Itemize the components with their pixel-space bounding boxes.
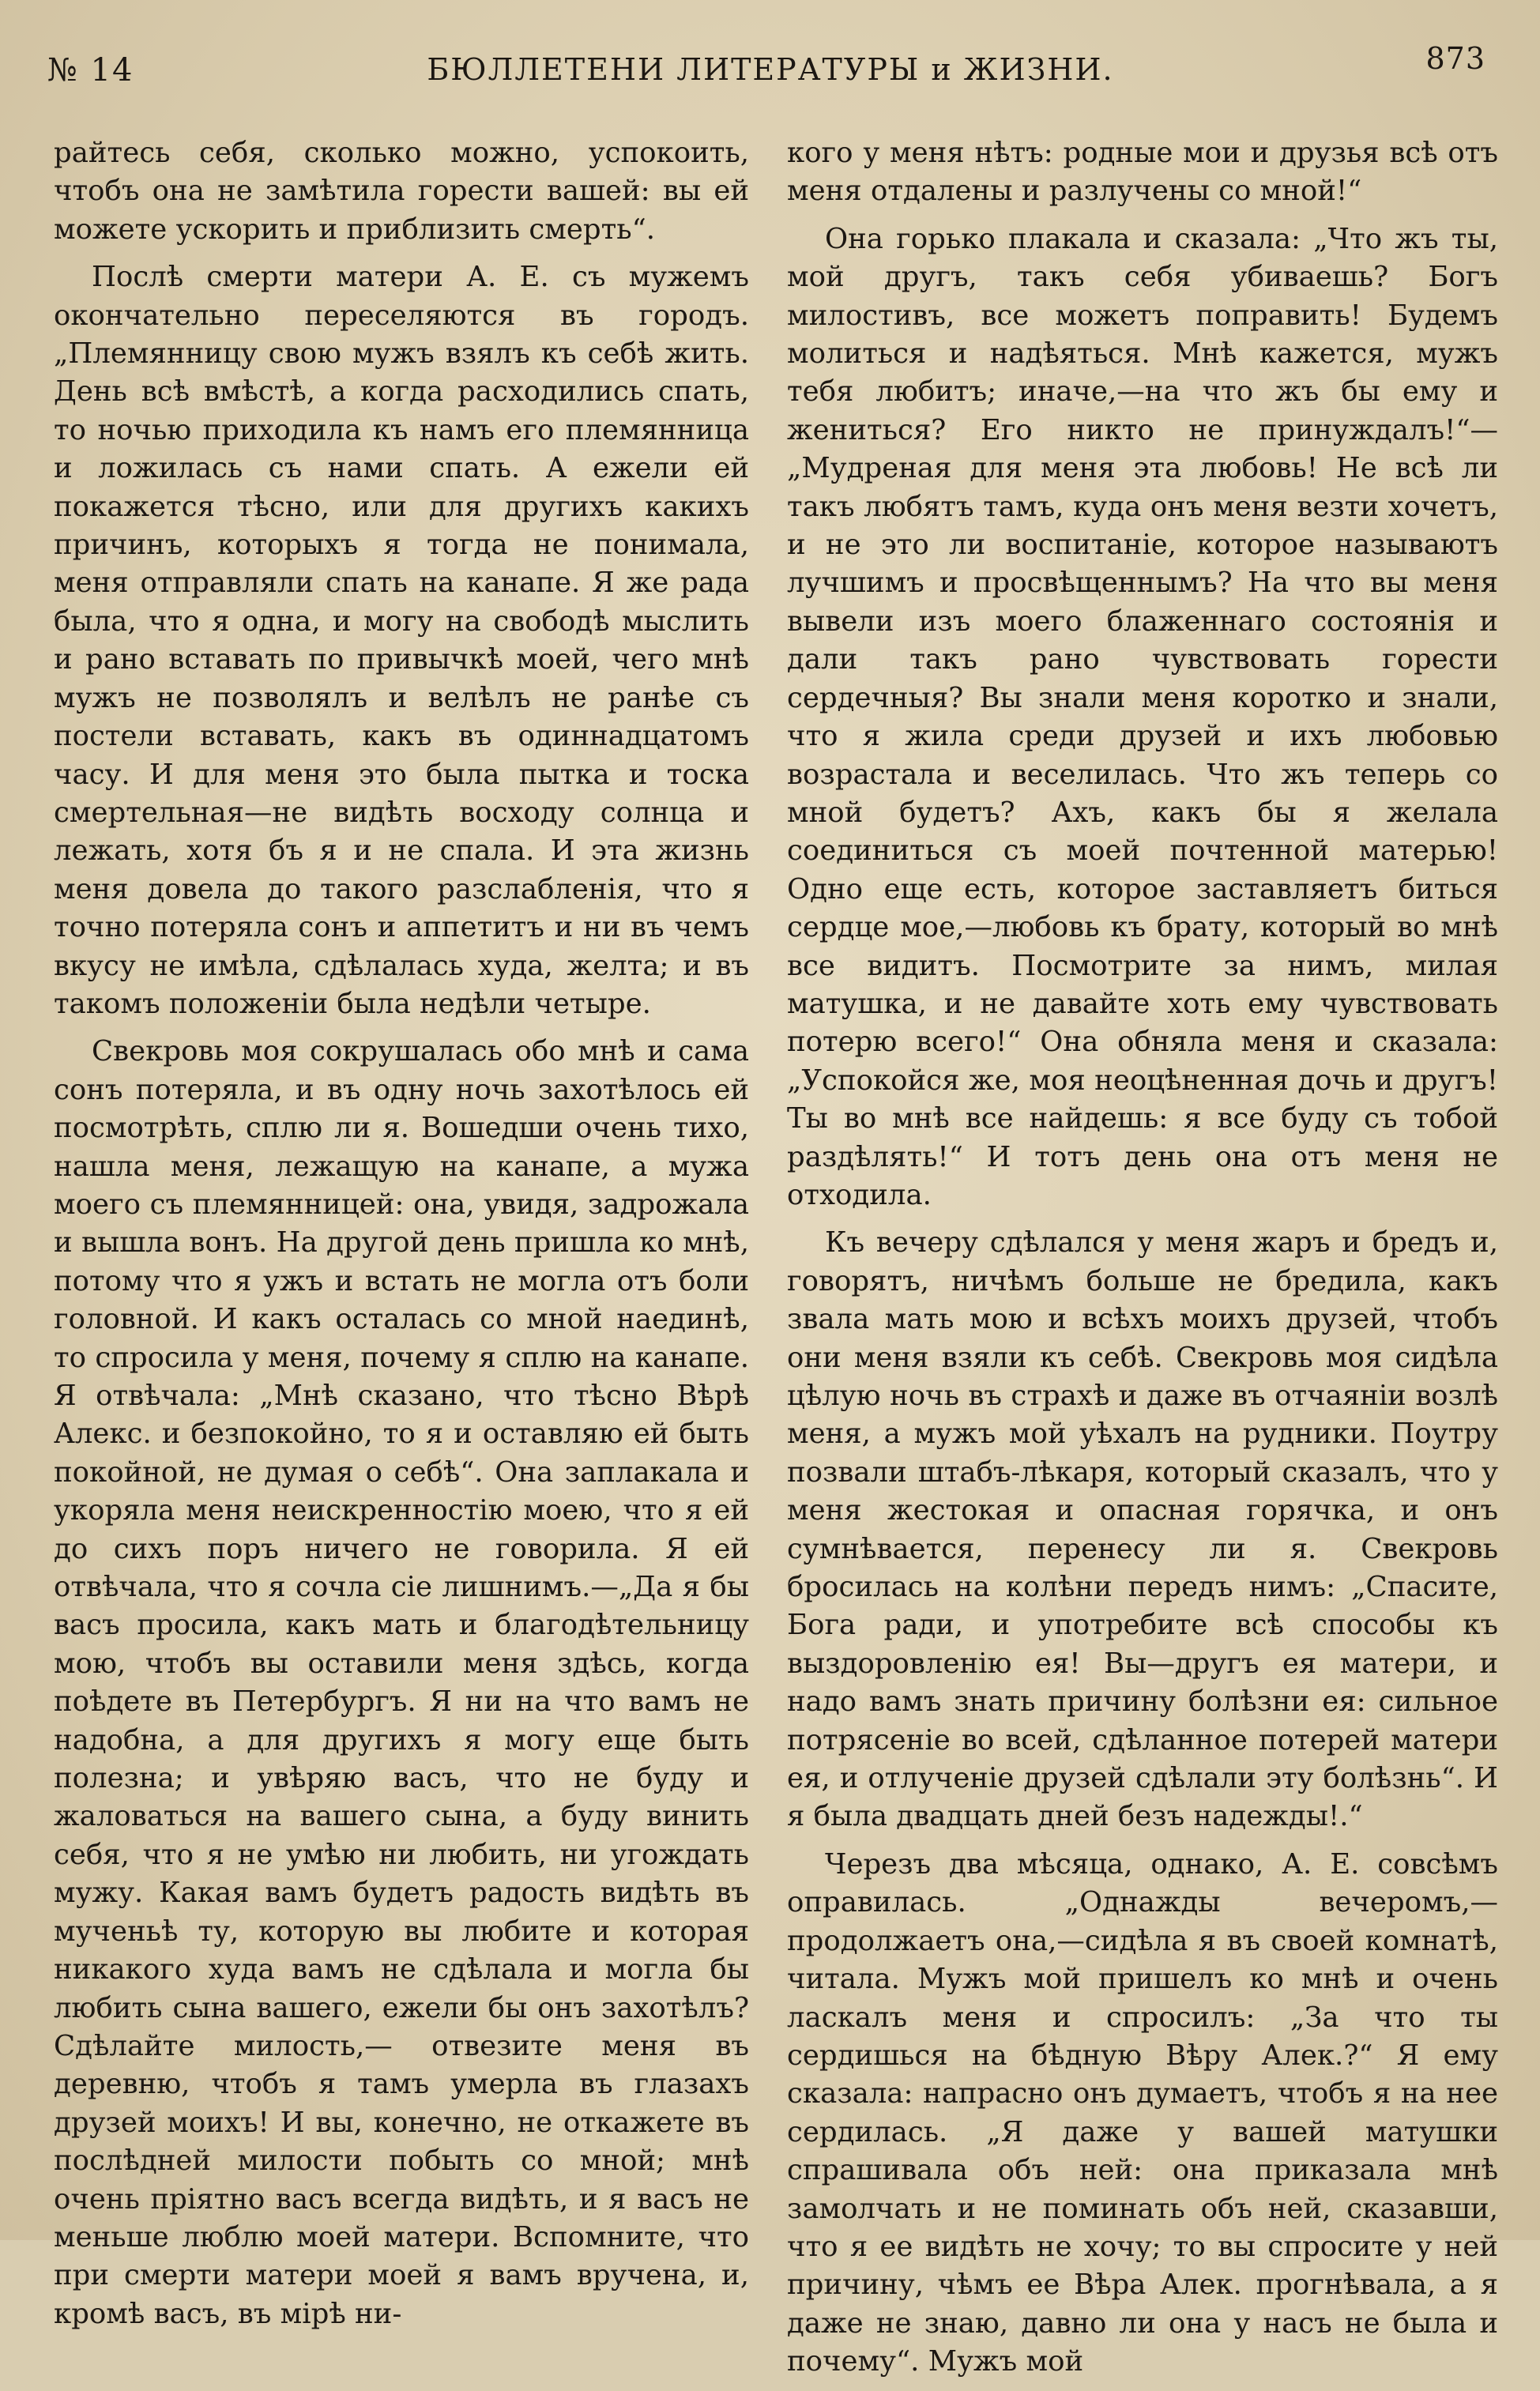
paragraph: Къ вечеру сдѣлался у меня жаръ и бредъ и, говорятъ, ничѣмъ больше не бредила, какъ звала мать мою и всѣхъ моихъ друзей, чтобъ они меня взяли къ себѣ. Свекровь моя сидѣла цѣлую ночь въ страхѣ и даже въ отчаяніи возлѣ меня, а мужъ мой уѣхалъ на рудники. Поутру позвали штабъ-лѣкаря, который сказалъ, что у меня жестокая и опасная горячка, и онъ сумнѣвается, перенесу ли я. Свекровь бросилась на колѣни передъ нимъ: „Спасите, Бога ради, и употребите всѣ способы къ выздоровленію ея! Вы—другъ ея матери, и надо вамъ знать причину болѣзни ея: сильное потрясеніе во всей, сдѣланное потерей матери ея, и отлученіе друзей сдѣлали эту болѣзнь“. И я была двадцать дней безъ надежды!.“ <box>787 1226 1498 1833</box>
right-column <box>787 134 1498 2391</box>
paragraph: Она горько плакала и сказала: „Что жъ ты, мой другъ, такъ себя убиваешь? Богъ милостивъ, все можетъ поправить! Будемъ молиться и надѣяться. Мнѣ кажется, мужъ тебя любитъ; иначе,—на что жъ бы ему и жениться? Его никто не принуждалъ!“—„Мудреная для меня эта любовь! Не всѣ ли такъ любятъ тамъ, куда онъ меня везти хочетъ, и не это ли воспитаніе, которое называютъ лучшимъ и просвѣщеннымъ? На что вы меня вывели изъ моего блаженнаго состоянія и дали такъ рано чувствовать горести сердечныя? Вы знали меня коротко и знали, что я жила среди друзей и ихъ любовью возрастала и веселилась. Что жъ теперь со мной будетъ? Ахъ, какъ бы я желала соединиться съ моей почтенной матерью! Одно еще есть, которое заставляетъ биться сердце мое,—любовь къ брату, который во мнѣ все видитъ. Посмотрите за нимъ, милая матушка, и не давайте хоть ему чувствовать потерю всего!“ Она обняла меня и сказала: „Успокойся же, моя неоцѣненная дочь и другъ! Ты во мнѣ все найдешь: я все буду съ тобой раздѣлять!“ И тотъ день она отъ меня не отходила. <box>787 222 1498 1211</box>
paragraph: Черезъ два мѣсяца, однако, А. Е. совсѣмъ оправилась. „Однажды вечеромъ,—продолжаетъ она,—сидѣла я въ своей комнатѣ, читала. Мужъ мой пришелъ ко мнѣ и очень ласкалъ меня и спросилъ: „За что ты сердишься на бѣдную Вѣру Алек.?“ Я ему сказала: напрасно онъ думаетъ, чтобъ я на нее сердилась. „Я даже у вашей матушки спрашивала объ ней: она приказала мнѣ замолчать и не поминать объ ней, сказавши, что я ее видѣть не хочу; то вы спросите у ней причину, чѣмъ ее Вѣра Алек. прогнѣвала, а я даже не знаю, давно ли она у насъ не была и почему“. Мужъ мой <box>787 1847 1498 2378</box>
left-column <box>54 134 749 2343</box>
running-title: БЮЛЛЕТЕНИ ЛИТЕРАТУРЫ и ЖИЗНИ. <box>427 52 1114 87</box>
paragraph: Свекровь моя сокрушалась обо мнѣ и сама сонъ потеряла, и въ одну ночь захотѣлось ей посмотрѣть, сплю ли я. Вошедши очень тихо, нашла меня, лежащую на канапе, а мужа моего съ племянницей: она, увидя, задрожала и вышла вонъ. На другой день пришла ко мнѣ, потому что я ужъ и встать не могла отъ боли головной. И какъ осталась со мной наединѣ, то спросила у меня, почему я сплю на канапе. Я отвѣчала: „Мнѣ сказано, что тѣсно Вѣрѣ Алекс. и безпокойно, то я и оставляю ей быть покойной, не думая о себѣ“. Она заплакала и укоряла меня неискренностію моею, что я ей до сихъ поръ ничего не говорила. Я ей отвѣчала, что я сочла сіе лишнимъ.—„Да я бы васъ просила, какъ мать и благодѣтельницу мою, чтобъ вы оставили меня здѣсь, когда поѣдете въ Петербургъ. Я ни на что вамъ не надобна, а для другихъ я могу еще быть полезна; и увѣряю васъ, что не буду и жаловаться на вашего сына, а буду винить себя, что я не умѣю ни любить, ни угождать мужу. Какая вамъ будетъ радость видѣть въ мученьѣ ту, которую вы любите и которая никакого худа вамъ не сдѣлала и могла бы любить сына вашего, ежели бы онъ захотѣлъ? Сдѣлайте милость,— отвезите меня въ деревню, чтобъ я тамъ умерла въ глазахъ друзей моихъ! И вы, конечно, не откажете въ послѣдней милости побыть со мной; мнѣ очень пріятно васъ всегда видѣть, и я васъ не меньше люблю моей матери. Вспомните, что при смерти матери моей я вамъ вручена, и, кромѣ васъ, въ мірѣ ни- <box>54 1035 749 2330</box>
page-number: 873 <box>1425 41 1485 76</box>
issue-number: № 14 <box>47 52 134 88</box>
paragraph: райтесь себя, сколько можно, успокоить, чтобъ она не замѣтила горести вашей: вы ей можете ускорить и приблизить смерть“. <box>54 137 749 246</box>
paragraph: кого у меня нѣтъ: родные мои и друзья всѣ отъ меня отдалены и разлучены со мной!“ <box>787 137 1498 208</box>
page-header <box>47 41 1493 101</box>
paragraph: Послѣ смерти матери А. Е. съ мужемъ окончательно переселяются въ городъ. „Племянницу свою мужъ взялъ къ себѣ жить. День всѣ вмѣстѣ, а когда расходились спать, то ночью приходила къ намъ его племянница и ложилась съ нами спать. А ежели ей покажется тѣсно, или для другихъ какихъ причинъ, которыхъ я тогда не понимала, меня отправляли спать на канапе. Я же рада была, что я одна, и могу на свободѣ мыслить и рано вставать по привычкѣ моей, чего мнѣ мужъ не позволялъ и велѣлъ не ранѣе съ постели вставать, какъ въ одиннадцатомъ часу. И для меня это была пытка и тоска смертельная—не видѣть восходу солнца и лежать, хотя бъ я и не спала. И эта жизнь меня довела до такого разслабленія, что я точно потеряла сонъ и аппетитъ и ни въ чемъ вкусу не имѣла, сдѣлалась худа, желта; и въ такомъ положеніи была недѣли четыре. <box>54 261 749 1020</box>
